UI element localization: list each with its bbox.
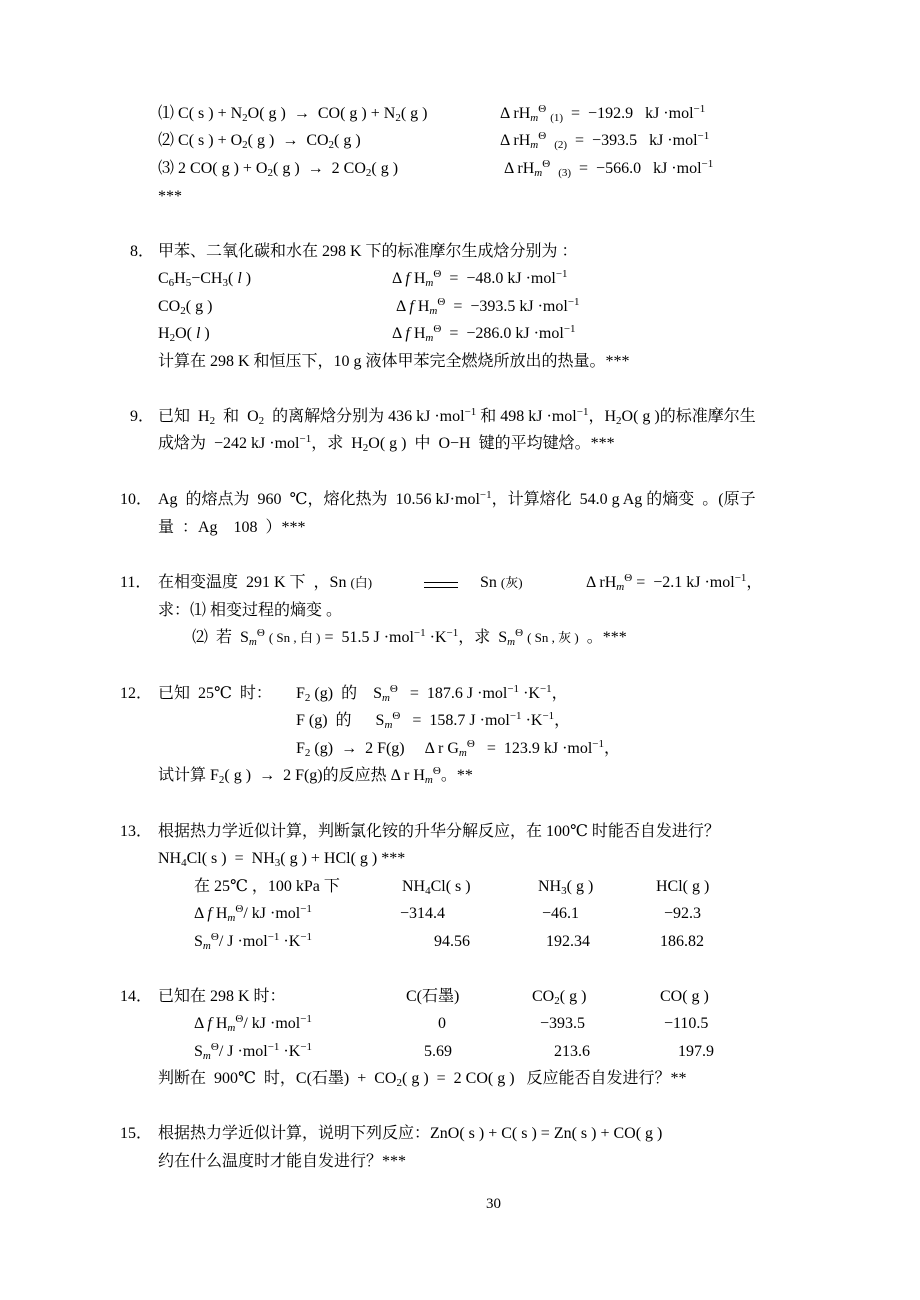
f-entropy: F (g) 的 $S_m^\Theta = 158.7$ $J \cdot mol^{-1} \cdot K^{-1}$， <box>296 710 571 731</box>
q14-col-graphite: C(石墨) <box>406 988 460 1005</box>
co2-enthalpy: Δ f $H_m^\Theta = -393.5$ kJ ·mol$^{-1}$ <box>396 296 580 317</box>
difficulty-stars: *** <box>158 188 182 205</box>
question-15-line-2: 约在什么温度时才能自发进行？*** <box>158 1153 407 1170</box>
q14-row-enthalpy-label: Δ f $H_m^\Theta/$ kJ ·mol$^{-1}$ <box>194 1013 312 1034</box>
question-14-number: 14． <box>120 988 153 1005</box>
reaction-2: ⑵ C( s ) + $O_2$( g ) → $CO_2$( g ) <box>158 132 361 151</box>
question-10-line-2: 量 ：Ag 108 ）*** <box>158 519 306 536</box>
question-11-enthalpy: Δ $rH_m^\Theta = -2.1$ kJ ·mol$^{-1}$， <box>586 572 763 593</box>
f2-entropy: $F_2$ (g) 的 $S_m^\Theta = 187.6$ $J \cdot mol^{-1} \cdot K^{-1}$， <box>296 683 568 704</box>
question-11-number: 11． <box>120 574 152 591</box>
water-enthalpy: Δ f $H_m^\Theta = -286.0$ kJ ·mol$^{-1}$ <box>392 323 576 344</box>
q14-col-co2: $CO_2$( g ) <box>532 988 587 1007</box>
q13-nh3-enthalpy: −46.1 <box>542 905 580 922</box>
question-11-grey-tin: Sn (灰) <box>480 574 523 591</box>
question-13-reaction: $NH_4Cl$( s ) = $NH_3$( g ) + HCl( g ) *** <box>158 850 406 869</box>
question-13-line-1: 根据热力学近似计算，判断氯化铵的升华分解反应，在 100℃ 时能否自发进行？ <box>158 823 720 840</box>
reaction-1: ⑴ C( s ) + $N_2O$( g ) → CO( g ) + $N_2$( g ) <box>158 105 428 124</box>
q13-col-nh3: $NH_3$( g ) <box>538 878 594 897</box>
reaction-3-enthalpy: Δ $rH_m^\Theta$ $_{(3)}$ = −566.0 kJ ·mol$^{-1}$ <box>504 158 714 179</box>
question-11-part-2: ⑵ 若 $S_m^\Theta$ ( Sn , 白 ) = 51.5 $J \cdot mol^{-1} \cdot K^{-1}$，求 $S_m^\Theta$ ( Sn , 灰 ) 。*** <box>192 627 627 648</box>
question-15-line-1: 根据热力学近似计算，说明下列反应：ZnO( s ) + C( s ) = Zn( s ) + CO( g ) <box>158 1125 663 1142</box>
q14-co2-enthalpy: −393.5 <box>540 1015 586 1032</box>
question-11-part-1: 求：⑴ 相变过程的熵变 。 <box>158 602 343 619</box>
page-number: 30 <box>486 1196 501 1212</box>
q14-co-enthalpy: −110.5 <box>664 1015 709 1032</box>
question-12-ask: 试计算 $F_2$( g ) → 2 F(g)的反应热 Δ r $H_m^\Theta$。** <box>158 765 473 786</box>
question-9-number: 9． <box>130 408 155 425</box>
water-species: $H_2O$( l ) <box>158 325 210 344</box>
question-12-number: 12． <box>120 685 153 702</box>
question-8-text: 甲苯、二氧化碳和水在 298 K 下的标准摩尔生成焓分别为 ： <box>158 243 578 260</box>
reaction-1-enthalpy: Δ $rH_m^\Theta$ $_{(1)}$ = −192.9 kJ ·mol$^{-1}$ <box>500 103 706 124</box>
q14-row-entropy-label: $S_m^\Theta/$ $J \cdot mol^{-1} \cdot K^{-1}$ <box>194 1041 313 1062</box>
q13-hcl-enthalpy: −92.3 <box>664 905 702 922</box>
q13-nh3-entropy: 192.34 <box>546 933 590 950</box>
q13-col-nh4cl: $NH_4Cl$( s ) <box>402 878 471 897</box>
f2-dissociation-gibbs: $F_2$ (g) → 2 F(g) Δ r $G_m^\Theta = 123.9$ kJ ·mol$^{-1}$， <box>296 738 621 759</box>
question-15-number: 15． <box>120 1125 153 1142</box>
q13-row-entropy-label: $S_m^\Theta/$ $J \cdot mol^{-1} \cdot K^{-1}$ <box>194 931 313 952</box>
toluene-species: $C_6H_5-CH_3$( l ) <box>158 270 252 289</box>
reaction-3: ⑶ 2 CO( g ) + $O_2$( g ) → 2 $CO_2$( g ) <box>158 160 399 179</box>
toluene-enthalpy: Δ f $H_m^\Theta = -48.0$ kJ ·mol$^{-1}$ <box>392 268 568 289</box>
question-8-ask: 计算在 298 K 和恒压下，10 g 液体甲苯完全燃烧所放出的热量。*** <box>158 353 630 370</box>
q13-nh4cl-enthalpy: −314.4 <box>400 905 446 922</box>
q14-graphite-entropy: 5.69 <box>424 1043 452 1060</box>
q14-graphite-enthalpy: 0 <box>438 1015 446 1032</box>
question-10-number: 10． <box>120 491 153 508</box>
q14-co2-entropy: 213.6 <box>554 1043 590 1060</box>
question-12-line-1: 已知 25℃ 时： <box>158 685 272 702</box>
q13-table-condition: 在 25℃ ，100 kPa 下 <box>194 878 340 895</box>
q13-nh4cl-entropy: 94.56 <box>434 933 470 950</box>
question-8-number: 8． <box>130 243 155 260</box>
question-9-line-2: 成焓为 −242 kJ ·mol$^{-1}$，求 $H_2O$( g ) 中 O−H 键的平均键焓。*** <box>158 433 615 454</box>
question-9-line-1: 已知 $H_2$ 和 $O_2$ 的离解焓分别为 436 kJ ·mol$^{-1}$ 和 498 kJ ·mol$^{-1}$，$H_2O$( g )的标准摩尔生 <box>158 406 756 427</box>
q13-hcl-entropy: 186.82 <box>660 933 704 950</box>
equilibrium-arrow-icon <box>424 580 458 590</box>
reaction-2-enthalpy: Δ $rH_m^\Theta$ $_{(2)}$ = −393.5 kJ ·mol$^{-1}$ <box>500 130 710 151</box>
question-10-line-1: Ag 的熔点为 960 ℃，熔化热为 10.56 kJ·mol$^{-1}$，计算熔化 54.0 g Ag 的熵变 。(原子 <box>158 489 756 508</box>
q14-col-co: CO( g ) <box>660 988 709 1005</box>
q13-col-hcl: HCl( g ) <box>656 878 710 895</box>
q13-row-enthalpy-label: Δ f $H_m^\Theta/$ kJ ·mol$^{-1}$ <box>194 903 312 924</box>
question-13-number: 13． <box>120 823 153 840</box>
question-14-ask: 判断在 900℃ 时，C(石墨) + $CO_2$( g ) = 2 CO( g ) 反应能否自发进行？** <box>158 1070 687 1089</box>
question-11-transition: 在相变温度 291 K 下 ，Sn (白) <box>158 574 373 591</box>
co2-species: $CO_2$( g ) <box>158 298 213 317</box>
question-14-condition: 已知在 298 K 时： <box>158 988 286 1005</box>
q14-co-entropy: 197.9 <box>678 1043 714 1060</box>
